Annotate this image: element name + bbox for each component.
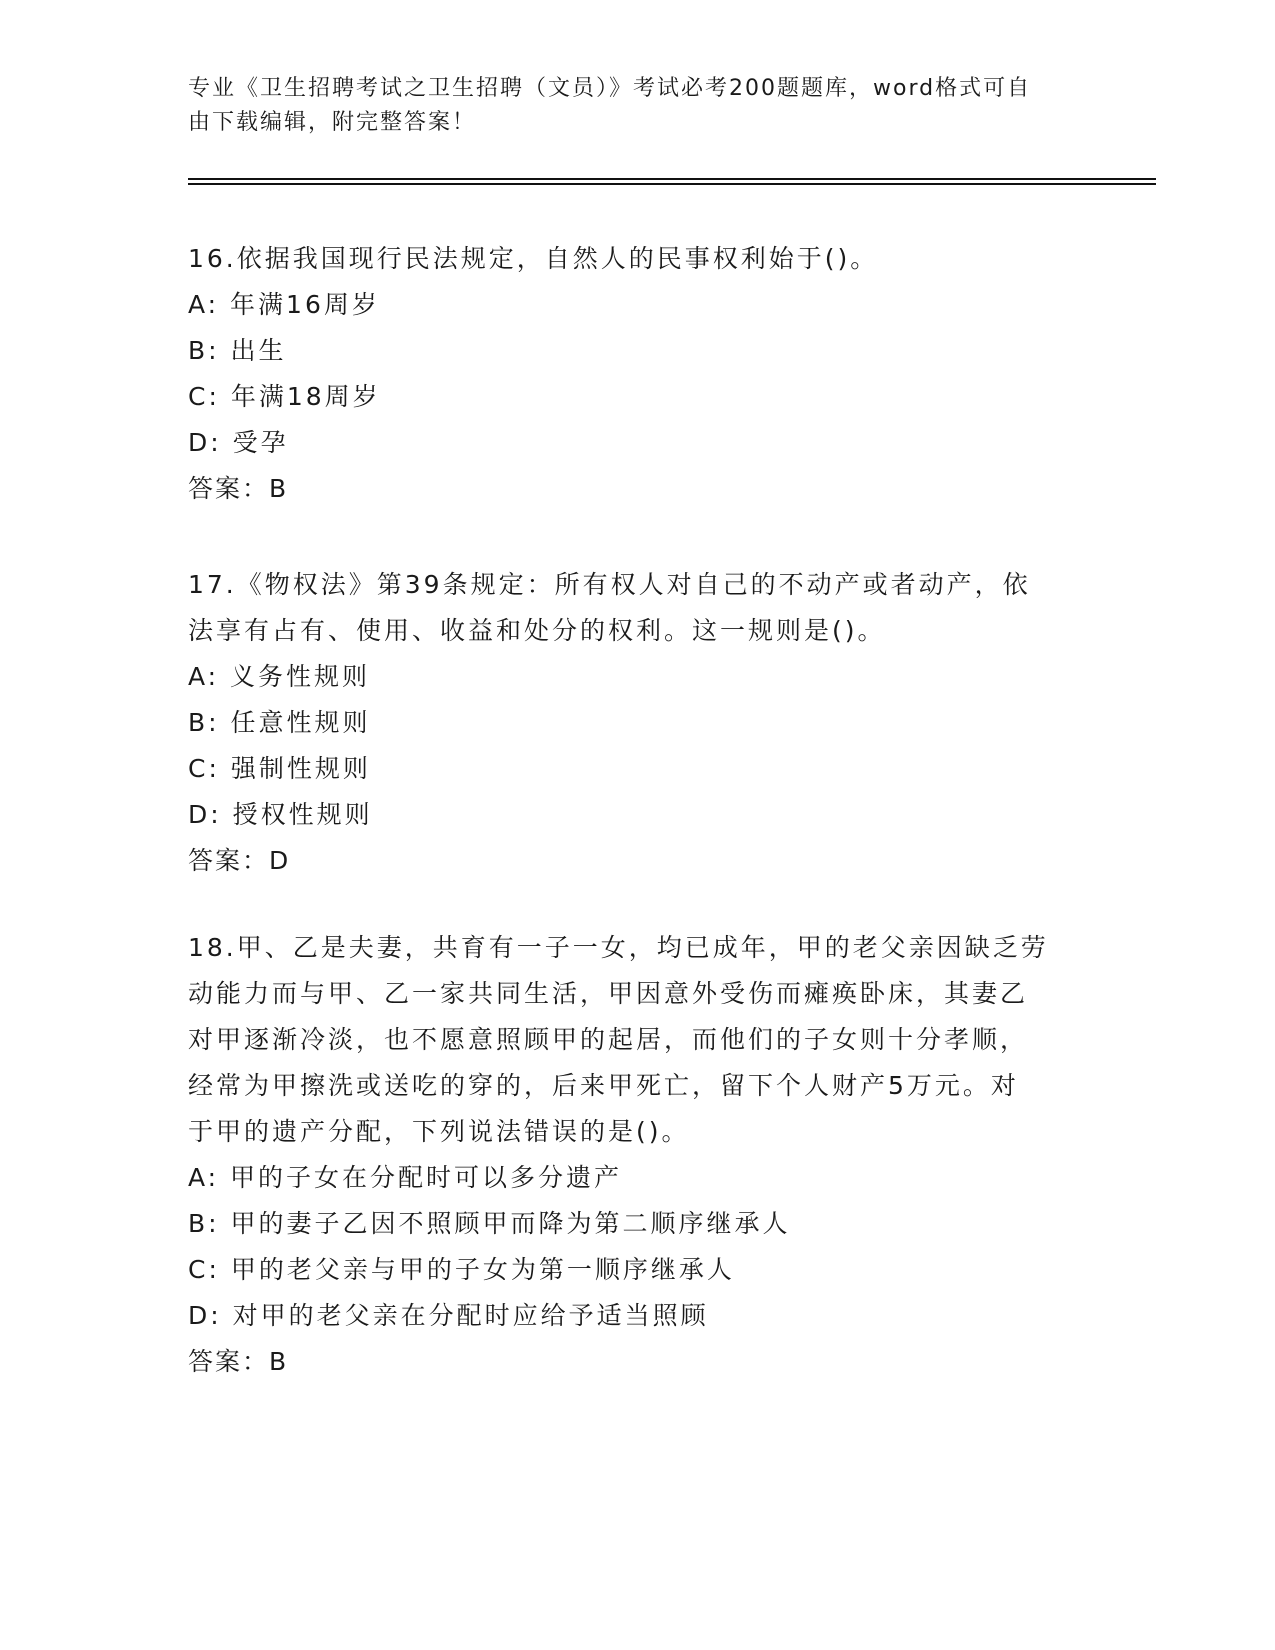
option-a: A: 甲的子女在分配时可以多分遗产 [188,1163,623,1192]
document-header [188,72,1068,140]
header-divider-bottom [188,183,1156,185]
question-17 [188,562,1088,884]
header-line-2: 由下载编辑，附完整答案！ [188,110,477,135]
option-a: A: 年满16周岁 [188,290,380,319]
option-c: C: 年满18周岁 [188,382,381,411]
option-d: D: 对甲的老父亲在分配时应给予适当照顾 [188,1301,709,1330]
answer: 答案：B [188,474,289,503]
question-stem-line-5: 于甲的遗产分配，下列说法错误的是()。 [188,1117,690,1146]
question-stem-line-2: 动能力而与甲、乙一家共同生活，甲因意外受伤而瘫痪卧床，其妻乙 [188,979,1029,1008]
option-d: D: 授权性规则 [188,800,373,829]
header-line-1: 专业《卫生招聘考试之卫生招聘（文员）》考试必考200题题库，word格式可自 [188,76,1032,101]
question-16 [188,236,1088,512]
option-b: B: 甲的妻子乙因不照顾甲而降为第二顺序继承人 [188,1209,791,1238]
option-c: C: 强制性规则 [188,754,371,783]
option-d: D: 受孕 [188,428,289,457]
answer: 答案：D [188,846,291,875]
question-stem: 16.依据我国现行民法规定，自然人的民事权利始于()。 [188,244,879,273]
option-b: B: 出生 [188,336,287,365]
question-18 [188,925,1088,1385]
answer: 答案：B [188,1347,289,1376]
header-divider-top [188,178,1156,180]
option-a: A: 义务性规则 [188,662,371,691]
question-stem-line-1: 18.甲、乙是夫妻，共育有一子一女，均已成年，甲的老父亲因缺乏劳 [188,933,1049,962]
question-stem-line-4: 经常为甲擦洗或送吃的穿的，后来甲死亡，留下个人财产5万元。对 [188,1071,1019,1100]
question-stem-line-1: 17.《物权法》第39条规定：所有权人对自己的不动产或者动产，依 [188,570,1031,599]
option-b: B: 任意性规则 [188,708,371,737]
question-stem-line-2: 法享有占有、使用、收益和处分的权利。这一规则是()。 [188,616,886,645]
option-c: C: 甲的老父亲与甲的子女为第一顺序继承人 [188,1255,735,1284]
question-stem-line-3: 对甲逐渐冷淡，也不愿意照顾甲的起居，而他们的子女则十分孝顺， [188,1025,1029,1054]
